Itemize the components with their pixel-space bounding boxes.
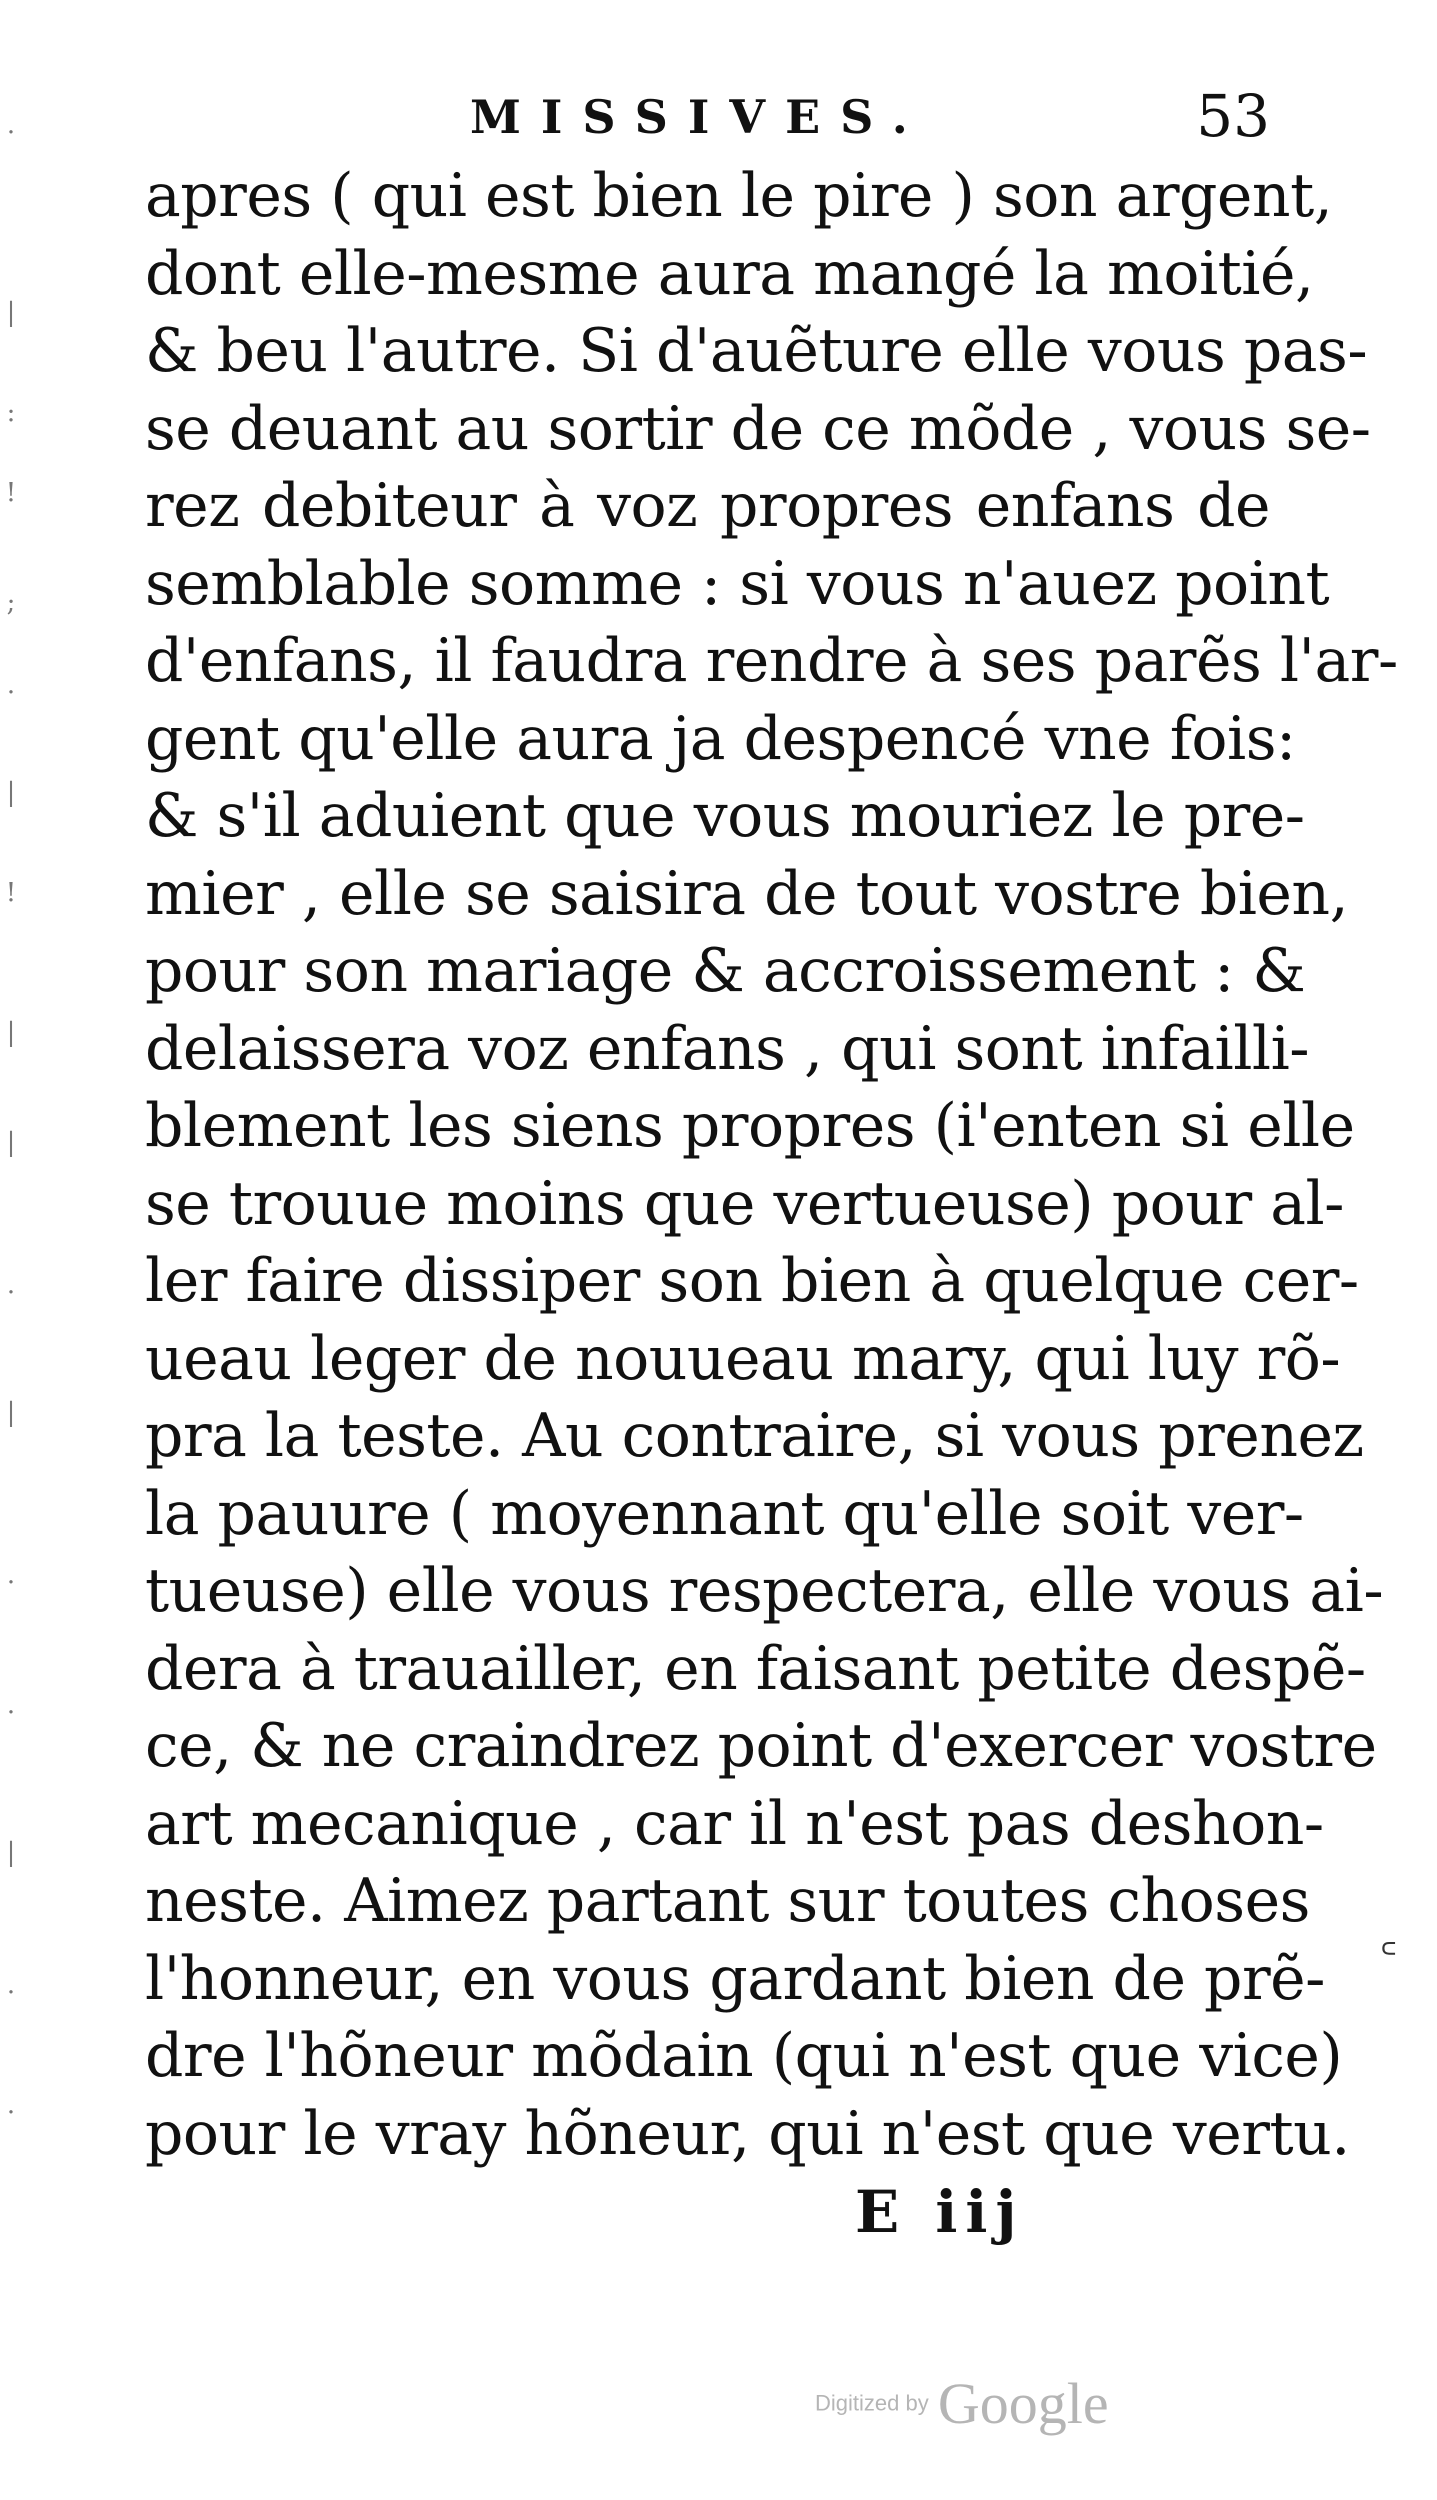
text-line: pra la teste. Au contraire, si vous prenez (145, 1401, 1364, 1471)
watermark-prefix: Digitized by (815, 2390, 929, 2416)
text-line: ler faire dissiper son bien à quelque cer- (145, 1246, 1359, 1316)
text-line: dre l'hõneur mõdain (qui n'est que vice) (145, 2021, 1343, 2091)
text-line: se deuant au sortir de ce mõde , vous se- (145, 393, 1371, 464)
text-line: pour le vray hõneur, qui n'est que vertu. (145, 2098, 1350, 2169)
text-line: dont elle-mesme aura mangé la moitié, (145, 238, 1314, 309)
digitization-watermark (815, 2370, 1109, 2437)
text-line: apres ( qui est bien le pire ) son argent, (145, 161, 1333, 231)
text-line: semblable somme : si vous n'auez point (145, 548, 1330, 619)
text-line: pour son mariage & accroissement : & (145, 936, 1306, 1006)
text-line: rez debiteur à voz propres enfans de (145, 471, 1270, 541)
text-line: tueuse) elle vous respectera, elle vous ai- (145, 1556, 1384, 1626)
text-line: neste. Aimez partant sur toutes choses (145, 1866, 1310, 1936)
text-line: gent qu'elle aura ja despencé vne fois: (145, 703, 1296, 774)
text-line: d'enfans, il faudra rendre à ses parẽs l'ar- (145, 626, 1398, 696)
text-line: art mecanique , car il n'est pas deshon- (145, 1788, 1324, 1859)
page-number: 53 (1196, 82, 1270, 150)
text-line: ce, & ne craindrez point d'exercer vostre (145, 1711, 1377, 1781)
text-line: dera à trauailler, en faisant petite despẽ- (145, 1633, 1366, 1704)
text-line: ueau leger de nouueau mary, qui luy rõ- (145, 1323, 1341, 1394)
text-line: se trouue moins que vertueuse) pour al- (145, 1168, 1344, 1239)
running-title: MISSIVES. (470, 90, 928, 144)
gutter-bleed-marks: · | : ! ; · | ! | | · | · · | · · (5, 118, 17, 2128)
text-line: delaissera voz enfans , qui sont infailli- (145, 1013, 1310, 1084)
text-line: & s'il aduient que vous mouriez le pre- (145, 781, 1305, 851)
page-header (150, 82, 1270, 162)
text-line: l'honneur, en vous gardant bien de prẽ- (145, 1943, 1325, 2014)
text-line: la pauure ( moyennant qu'elle soit ver- (145, 1478, 1304, 1549)
signature-mark: E iij (855, 2178, 1025, 2246)
body-text (145, 158, 1398, 2173)
text-line: & beu l'autre. Si d'auẽture elle vous pas- (145, 316, 1368, 386)
margin-ink-mark: ꜀ (1380, 1906, 1397, 1962)
text-line: blement les siens propres (i'enten si elle (145, 1091, 1355, 1161)
watermark-brand: Google (937, 2371, 1109, 2436)
text-line: mier , elle se saisira de tout vostre bien, (145, 858, 1349, 929)
